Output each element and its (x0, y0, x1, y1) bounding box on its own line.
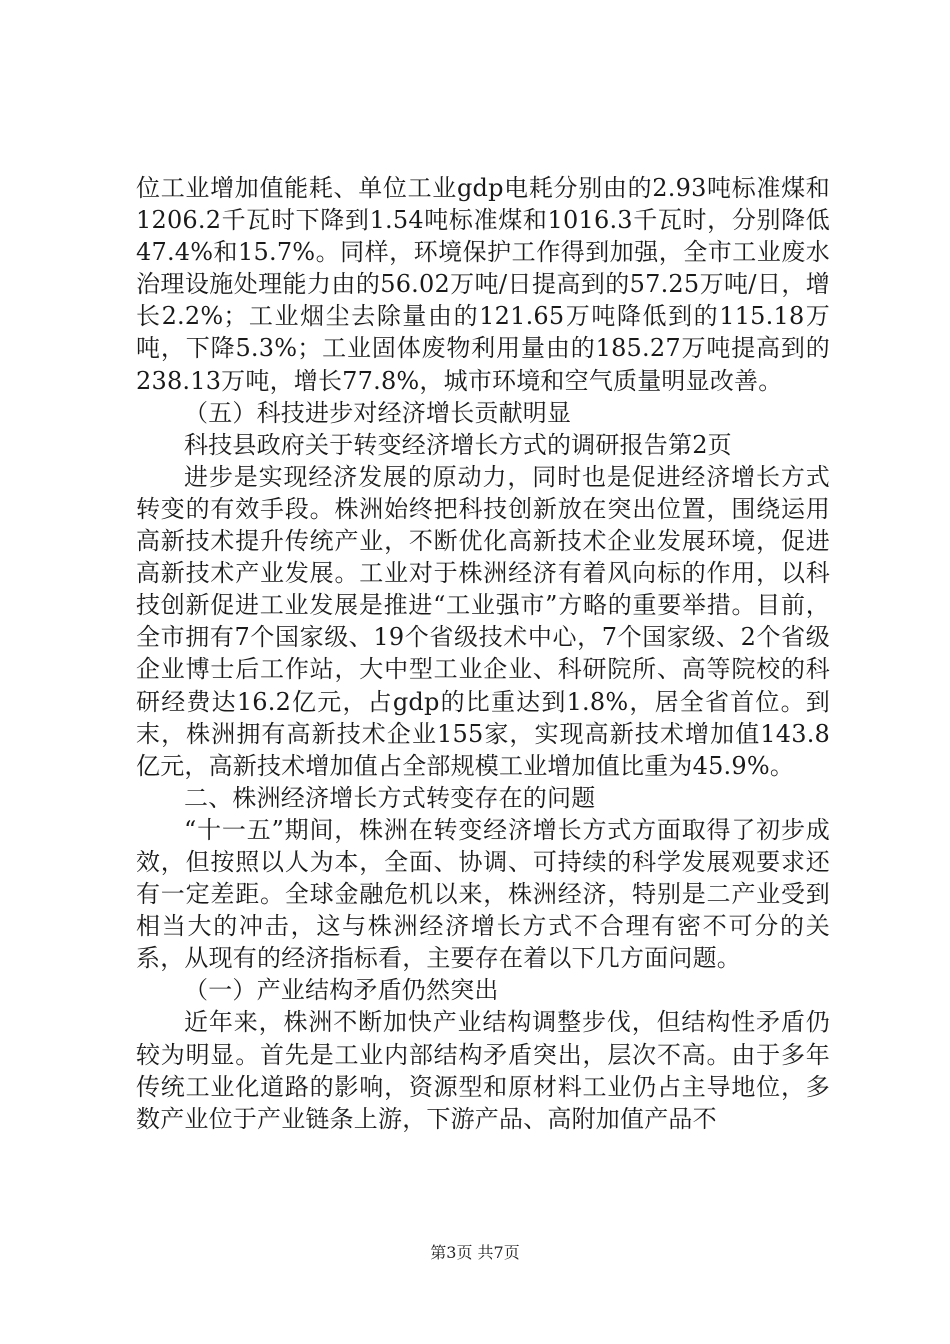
body-text (136, 172, 830, 1135)
paragraph-industrial-structure: 近年来，株洲不断加快产业结构调整步伐，但结构性矛盾仍较为明显。首先是工业内部结构矛盾突出，层次不高。由于多年传统工业化道路的影响，资源型和原材料工业仍占主导地位，多数产业位于产业链条上游，下游产品、高附加值产品不 (136, 1008, 830, 1133)
paragraph-problems-intro: “十一五”期间，株洲在转变经济增长方式方面取得了初步成效，但按照以人为本，全面、协调、可持续的科学发展观要求还有一定差距。全球金融危机以来，株洲经济，特别是二产业受到相当大的冲击，这与株洲经济增长方式不合理有密不可分的关系，从现有的经济指标看，主要存在着以下几方面问题。 (136, 815, 830, 973)
section-heading-industrial-structure: （一）产业结构矛盾仍然突出 (184, 976, 499, 1005)
paragraph-energy-environment: 位工业增加值能耗、单位工业gdp电耗分别由的2.93吨标准煤和1206.2千瓦时下降到1.54吨标准煤和1016.3千瓦时，分别降低47.4%和15.7%。同样，环境保护工作得到加强，全市工业废水治理设施处理能力由的56.02万吨/日提高到的57.25万吨/日，增长2.2%；工业烟尘去除量由的121.65万吨降低到的115.18万吨，下降5.3%；工业固体废物利用量由的185.27万吨提高到的238.13万吨，增长77.8%，城市环境和空气质量明显改善。 (136, 174, 830, 395)
section-heading-tech-progress: （五）科技进步对经济增长贡献明显 (184, 398, 572, 427)
page-number-footer: 第3页 共7页 (430, 1243, 520, 1262)
section-heading-problems: 二、株洲经济增长方式转变存在的问题 (184, 783, 596, 812)
paragraph-tech-innovation: 进步是实现经济发展的原动力，同时也是促进经济增长方式转变的有效手段。株洲始终把科技创新放在突出位置，围绕运用高新技术提升传统产业，不断优化高新技术企业发展环境，促进高新技术产业发展。工业对于株洲经济有着风向标的作用，以科技创新促进工业发展是推进“工业强市”方略的重要举措。目前，全市拥有7个国家级、19个省级技术中心，7个国家级、2个省级企业博士后工作站，大中型工业企业、科研院所、高等院校的科研经费达16.2亿元，占gdp的比重达到1.8%，居全省首位。到末，株洲拥有高新技术企业155家，实现高新技术增加值143.8亿元，高新技术增加值占全部规模工业增加值比重为45.9%。 (136, 462, 830, 780)
page-title-line: 科技县政府关于转变经济增长方式的调研报告第2页 (184, 430, 732, 459)
